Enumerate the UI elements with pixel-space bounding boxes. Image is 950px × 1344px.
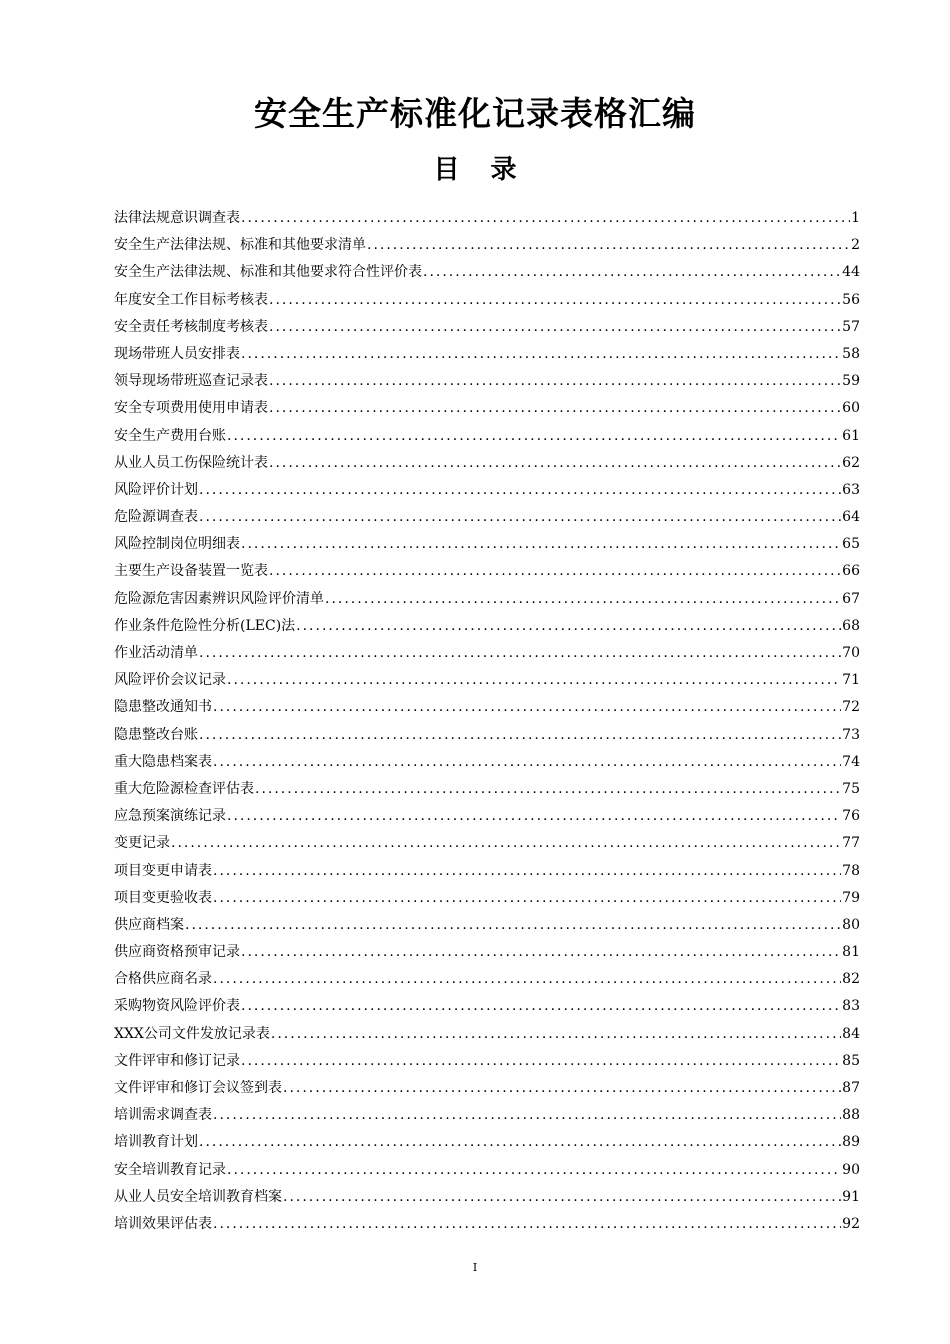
toc-entry[interactable] [114, 1129, 860, 1156]
toc-dot-leader [269, 368, 841, 395]
toc-entry-title: 隐患整改台账 [114, 726, 198, 743]
toc-dot-leader [227, 423, 841, 450]
toc-entry-page-number: 81 [842, 944, 860, 961]
toc-entry-page-number: 87 [842, 1080, 860, 1096]
toc-entry-title: 培训效果评估表 [114, 1215, 212, 1232]
toc-entry-title: 危险源调查表 [114, 509, 198, 526]
toc-dot-leader [213, 1102, 841, 1129]
toc-entry-title: 主要生产设备装置一览表 [114, 563, 268, 580]
toc-entry-title: 培训需求调查表 [114, 1107, 212, 1124]
toc-entry-title: 从业人员工伤保险统计表 [114, 454, 268, 471]
toc-entry[interactable] [114, 858, 860, 885]
toc-entry-title: 重大危险源检查评估表 [114, 780, 254, 797]
toc-entry[interactable] [114, 749, 860, 776]
toc-entry-title: 合格供应商名录 [114, 971, 212, 988]
toc-dot-leader [171, 830, 841, 857]
toc-entry-title: 现场带班人员安排表 [114, 345, 240, 362]
toc-entry[interactable] [114, 558, 860, 585]
toc-dot-leader [241, 939, 841, 966]
toc-entry[interactable] [114, 232, 860, 259]
toc-dot-leader [325, 586, 841, 613]
toc-dot-leader [269, 314, 841, 341]
toc-dot-leader [283, 1184, 841, 1211]
toc-entry-page-number: 80 [842, 916, 860, 933]
toc-entry-title: 安全责任考核制度考核表 [114, 318, 268, 335]
document-title: 安全生产标准化记录表格汇编 [254, 94, 696, 133]
toc-entry[interactable] [114, 885, 860, 912]
toc-entry-page-number: 62 [842, 454, 860, 471]
toc-entry-page-number: 63 [842, 481, 860, 498]
toc-entry[interactable] [114, 613, 860, 640]
toc-dot-leader [241, 205, 850, 232]
toc-dot-leader [185, 912, 841, 939]
toc-heading: 目 录 [433, 155, 517, 185]
toc-entry-title: 供应商档案 [114, 916, 184, 933]
toc-entry-title: 法律法规意识调查表 [114, 210, 240, 226]
toc-dot-leader [199, 477, 841, 504]
toc-entry-page-number: 60 [842, 400, 860, 417]
toc-entry[interactable] [114, 1048, 860, 1075]
toc-entry-page-number: 77 [842, 835, 860, 852]
toc-entry-page-number: 61 [842, 427, 860, 444]
toc-dot-leader [213, 749, 841, 776]
toc-entry-page-number: 57 [842, 318, 860, 335]
toc-entry-page-number: 44 [842, 264, 860, 281]
toc-entry[interactable] [114, 1075, 860, 1102]
toc-entry[interactable] [114, 259, 860, 286]
toc-dot-leader [213, 858, 841, 885]
toc-entry[interactable] [114, 504, 860, 531]
toc-entry-title: 风险控制岗位明细表 [114, 536, 240, 553]
toc-entry-page-number: 84 [842, 1025, 860, 1042]
toc-entry-title: XXX公司文件发放记录表 [114, 1025, 270, 1042]
toc-entry[interactable] [114, 830, 860, 857]
toc-entry-page-number: 76 [842, 808, 860, 825]
toc-dot-leader [227, 667, 841, 694]
toc-entry-page-number: 71 [842, 672, 860, 689]
toc-entry[interactable] [114, 993, 860, 1020]
toc-dot-leader [213, 885, 841, 912]
toc-entry[interactable] [114, 1211, 860, 1238]
toc-entry[interactable] [114, 205, 860, 232]
toc-entry[interactable] [114, 722, 860, 749]
toc-entry-title: 安全生产费用台账 [114, 427, 226, 444]
page-number: I [472, 1261, 478, 1274]
toc-entry-title: 培训教育计划 [114, 1134, 198, 1151]
toc-dot-leader [269, 558, 841, 585]
toc-entry[interactable] [114, 1157, 860, 1184]
toc-entry-page-number: 79 [842, 889, 860, 906]
toc-dot-leader [227, 803, 841, 830]
toc-entry[interactable] [114, 776, 860, 803]
toc-entry-title: 年度安全工作目标考核表 [114, 291, 268, 308]
toc-entry-title: 安全生产法律法规、标准和其他要求清单 [114, 237, 366, 254]
toc-entry-title: 安全生产法律法规、标准和其他要求符合性评价表 [114, 264, 422, 281]
toc-entry[interactable] [114, 966, 860, 993]
toc-entry-title: 安全专项费用使用申请表 [114, 400, 268, 417]
toc-entry[interactable] [114, 1184, 860, 1211]
toc-entry-page-number: 1 [851, 210, 860, 226]
toc-entry[interactable] [114, 423, 860, 450]
toc-entry-page-number: 88 [842, 1107, 860, 1124]
toc-entry[interactable] [114, 912, 860, 939]
toc-entry-page-number: 75 [842, 780, 860, 797]
toc-entry-page-number: 83 [842, 998, 860, 1015]
toc-dot-leader [255, 776, 841, 803]
toc-dot-leader [199, 722, 841, 749]
toc-entry[interactable] [114, 287, 860, 314]
toc-entry-page-number: 64 [842, 509, 860, 526]
toc-dot-leader [283, 1075, 841, 1102]
toc-entry-page-number: 2 [851, 237, 860, 254]
toc-entry-title: 供应商资格预审记录 [114, 944, 240, 961]
table-of-contents [114, 205, 860, 1238]
toc-entry-title: 从业人员安全培训教育档案 [114, 1188, 282, 1205]
toc-dot-leader [271, 1021, 841, 1048]
toc-entry[interactable] [114, 314, 860, 341]
toc-entry[interactable] [114, 640, 860, 667]
toc-entry[interactable] [114, 477, 860, 504]
toc-dot-leader [269, 450, 841, 477]
toc-entry-page-number: 85 [842, 1052, 860, 1069]
toc-dot-leader [199, 1129, 841, 1156]
toc-entry-page-number: 78 [842, 862, 860, 879]
toc-dot-leader [423, 259, 841, 286]
toc-entry-title: 作业活动清单 [114, 645, 198, 661]
toc-dot-leader [199, 640, 841, 667]
toc-dot-leader [269, 395, 841, 422]
toc-entry-title: 危险源危害因素辨识风险评价清单 [114, 590, 324, 607]
toc-entry[interactable] [114, 586, 860, 613]
toc-dot-leader [296, 613, 841, 640]
toc-entry-title: 采购物资风险评价表 [114, 998, 240, 1015]
toc-dot-leader [241, 341, 841, 368]
toc-entry-page-number: 68 [842, 617, 860, 634]
toc-entry[interactable] [114, 395, 860, 422]
toc-dot-leader [227, 1157, 841, 1184]
toc-dot-leader [241, 531, 841, 558]
toc-entry-page-number: 73 [842, 726, 860, 743]
toc-entry-title: 项目变更申请表 [114, 862, 212, 879]
toc-entry[interactable] [114, 531, 860, 558]
toc-dot-leader [367, 232, 850, 259]
toc-entry[interactable] [114, 450, 860, 477]
toc-dot-leader [241, 1048, 841, 1075]
toc-entry-title: 隐患整改通知书 [114, 699, 212, 716]
toc-entry-page-number: 66 [842, 563, 860, 580]
toc-entry-page-number: 67 [842, 590, 860, 607]
toc-dot-leader [213, 694, 841, 721]
toc-entry-page-number: 59 [842, 373, 860, 390]
toc-dot-leader [269, 287, 841, 314]
toc-entry-page-number: 56 [842, 291, 860, 308]
toc-entry-page-number: 89 [842, 1134, 860, 1151]
toc-entry-title: 风险评价会议记录 [114, 672, 226, 689]
toc-entry[interactable] [114, 694, 860, 721]
toc-entry-title: 项目变更验收表 [114, 889, 212, 906]
toc-entry[interactable] [114, 803, 860, 830]
toc-entry-page-number: 74 [842, 753, 860, 770]
toc-entry-page-number: 91 [842, 1188, 860, 1205]
toc-entry-title: 风险评价计划 [114, 481, 198, 498]
toc-entry-page-number: 92 [842, 1215, 860, 1232]
toc-entry-title: 领导现场带班巡查记录表 [114, 373, 268, 390]
toc-entry-title: 应急预案演练记录 [114, 808, 226, 825]
toc-entry-page-number: 58 [842, 345, 860, 362]
toc-entry[interactable] [114, 667, 860, 694]
toc-entry[interactable] [114, 1102, 860, 1129]
toc-entry-title: 重大隐患档案表 [114, 753, 212, 770]
toc-entry-page-number: 72 [842, 699, 860, 716]
toc-dot-leader [213, 966, 841, 993]
toc-entry-page-number: 70 [842, 645, 860, 661]
toc-entry[interactable] [114, 939, 860, 966]
toc-entry-title: 安全培训教育记录 [114, 1161, 226, 1178]
toc-entry-page-number: 82 [842, 971, 860, 988]
toc-entry-title: 变更记录 [114, 835, 170, 852]
toc-entry-page-number: 65 [842, 536, 860, 553]
toc-dot-leader [241, 993, 841, 1020]
toc-entry-title: 文件评审和修订会议签到表 [114, 1080, 282, 1096]
toc-entry-title: 作业条件危险性分析(LEC)法 [114, 617, 296, 634]
toc-entry[interactable] [114, 1021, 860, 1048]
toc-entry[interactable] [114, 341, 860, 368]
toc-entry-title: 文件评审和修订记录 [114, 1052, 240, 1069]
toc-dot-leader [213, 1211, 841, 1238]
toc-entry-page-number: 90 [842, 1161, 860, 1178]
toc-dot-leader [199, 504, 841, 531]
toc-entry[interactable] [114, 368, 860, 395]
